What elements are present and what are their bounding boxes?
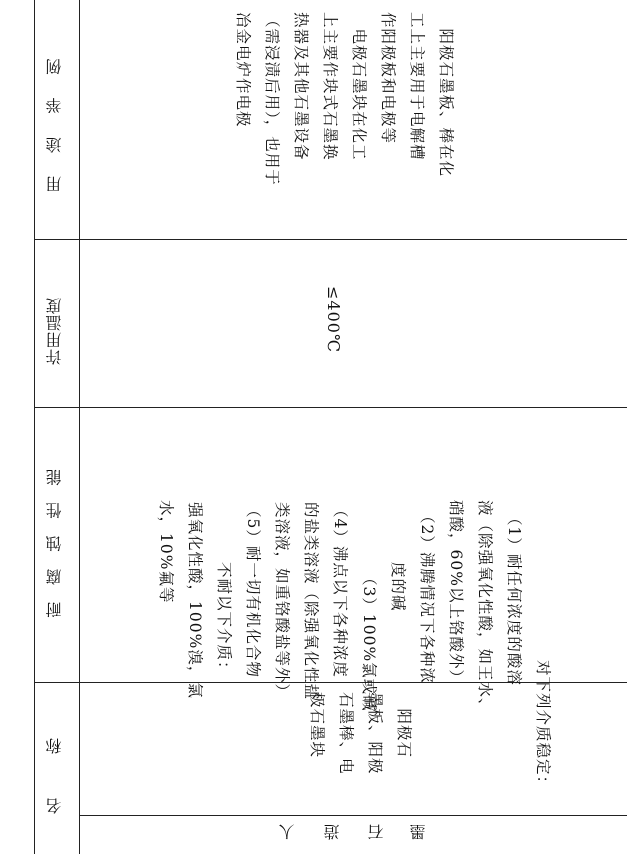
usage-line: 冶金电炉作电极 xyxy=(234,12,252,128)
corrosion-line: 度的碱 xyxy=(389,562,407,612)
corrosion-line: 对下列介质稳定： xyxy=(534,660,552,793)
corrosion-line: 的盐类溶液（除强氧化性盐 xyxy=(302,502,320,701)
category-divider xyxy=(79,815,627,816)
name-line: 极石墨块 xyxy=(308,692,326,759)
corrosion-line: 不耐以下介质： xyxy=(215,562,233,678)
usage-line: 工上主要用于电解槽 xyxy=(408,12,426,161)
corrosion-line: （5）耐一切有机化合物 xyxy=(244,502,262,678)
column-divider-2 xyxy=(34,407,627,408)
category-char: 墨 xyxy=(409,822,428,840)
usage-line: 阳极石墨板、棒在化 xyxy=(437,12,455,178)
name-line: 石墨棒、电 xyxy=(337,692,355,775)
category-char: 造 xyxy=(323,822,342,840)
corrosion-line: 液（除强氧化性酸，如王水、 xyxy=(476,500,494,715)
table-border-left xyxy=(34,0,35,854)
column-divider-3 xyxy=(34,239,627,240)
corrosion-line: 水，10%氟等 xyxy=(157,500,175,604)
header-temperature: 许用温度 xyxy=(45,297,64,365)
header-corrosion: 耐 腐 蚀 性 能 xyxy=(45,463,64,618)
corrosion-line: 类溶液，如重铬酸盐等外） xyxy=(273,502,291,701)
header-usage: 用 途 举 例 xyxy=(45,49,64,192)
corrosion-cell xyxy=(151,420,557,792)
corrosion-line: 强氧化性酸，100%溴，氯 xyxy=(186,502,204,699)
usage-line: 上主要作块式石墨换 xyxy=(321,12,339,161)
corrosion-line: （2）沸腾情况下各种浓 xyxy=(418,508,436,684)
corrosion-line: （1）耐任何浓度的酸溶 xyxy=(505,510,523,686)
usage-line: （需浸渍后用），也用于 xyxy=(263,12,281,186)
corrosion-line: （3）100%氯或碱 xyxy=(360,570,378,712)
usage-line: 热器及其他石墨设备 xyxy=(292,12,310,161)
category-char: 人 xyxy=(278,822,297,840)
name-line: 墨板、阳极 xyxy=(366,692,384,775)
usage-line: 电极石墨块在化工 xyxy=(350,12,368,161)
corrosion-line: （4）沸点以下各种浓度 xyxy=(331,502,349,678)
name-line: 阳极石 xyxy=(395,692,413,759)
header-divider xyxy=(79,0,80,854)
category-char: 石 xyxy=(367,822,386,840)
corrosion-line: 硝酸，60%以上铬酸外） xyxy=(447,500,465,686)
header-name: 名 称 xyxy=(45,734,64,814)
usage-cell xyxy=(228,12,460,186)
temperature-cell xyxy=(319,286,348,353)
usage-line: 作阳极板和电极等 xyxy=(379,12,397,145)
temperature-value: ≤400℃ xyxy=(324,286,343,353)
